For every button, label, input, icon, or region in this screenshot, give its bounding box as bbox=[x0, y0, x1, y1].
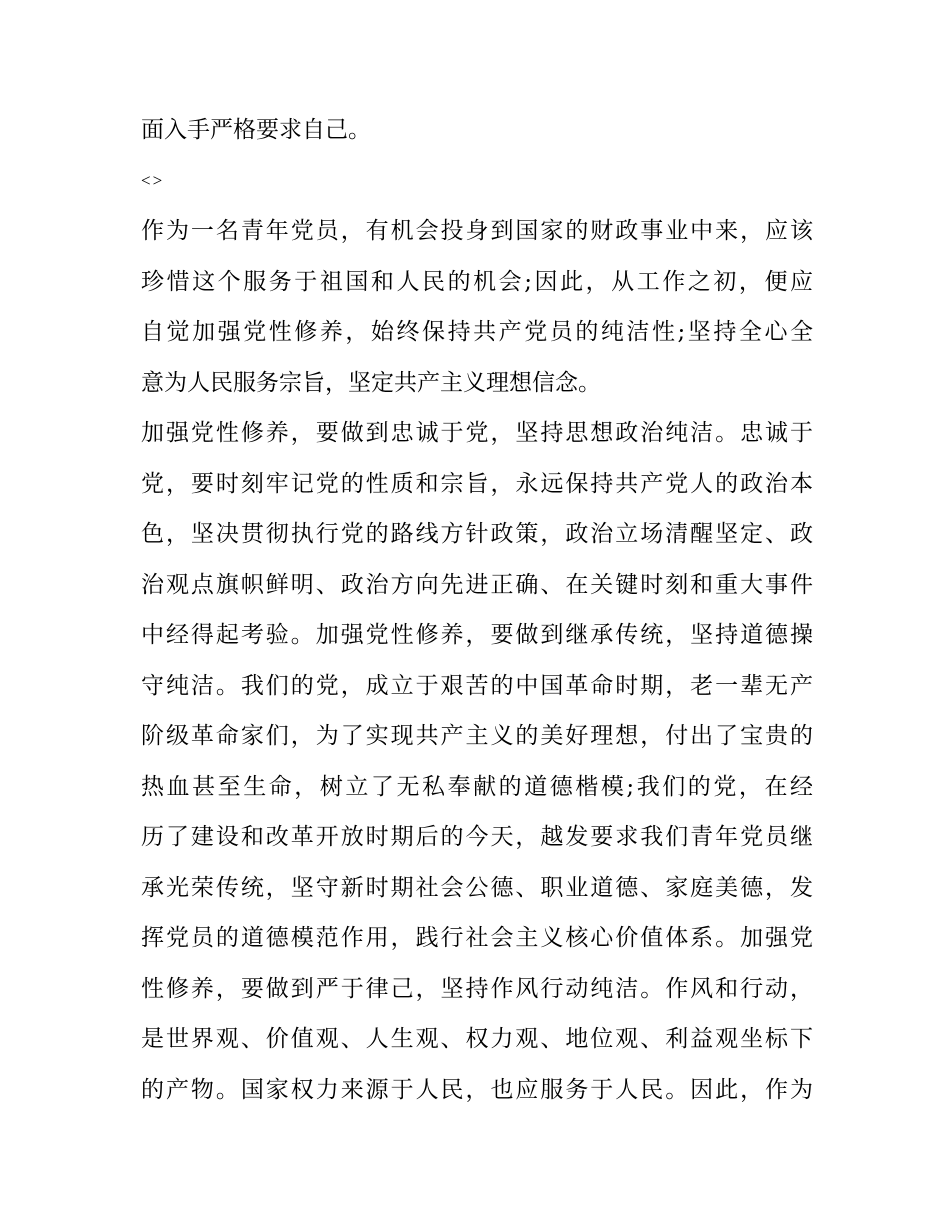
text-line: 自觉加强党性修养，始终保持共产党员的纯洁性;坚持全心全 bbox=[141, 319, 813, 345]
text-line: 承光荣传统，坚守新时期社会公德、职业道德、家庭美德，发 bbox=[141, 874, 813, 901]
text-line: <> bbox=[141, 170, 165, 190]
text-line: 的产物。国家权力来源于人民，也应服务于人民。因此，作为 bbox=[141, 1076, 813, 1103]
text-line: 意为人民服务宗旨，坚定共产主义理想信念。 bbox=[141, 369, 601, 396]
text-line: 是世界观、价值观、人生观、权力观、地位观、利益观坐标下 bbox=[141, 1026, 813, 1052]
text-line: 治观点旗帜鲜明、政治方向先进正确、在关键时刻和重大事件 bbox=[141, 571, 813, 598]
text-line: 中经得起考验。加强党性修养，要做到继承传统，坚持道德操 bbox=[141, 622, 813, 648]
text-line: 色，坚决贯彻执行党的路线方针政策，政治立场清醒坚定、政 bbox=[141, 521, 813, 547]
text-line: 性修养，要做到严于律己，坚持作风行动纯洁。作风和行动， bbox=[141, 975, 813, 1002]
text-line: 面入手严格要求自己。 bbox=[141, 117, 371, 143]
text-line: 挥党员的道德模范作用，践行社会主义核心价值体系。加强党 bbox=[141, 925, 813, 951]
document-body bbox=[141, 105, 813, 1115]
text-line: 守纯洁。我们的党，成立于艰苦的中国革命时期，老一辈无产 bbox=[141, 672, 813, 699]
text-line: 珍惜这个服务于祖国和人民的机会;因此，从工作之初，便应 bbox=[141, 268, 813, 295]
text-line: 阶级革命家们，为了实现共产主义的美好理想，付出了宝贵的 bbox=[141, 723, 813, 749]
text-line: 历了建设和改革开放时期后的今天，越发要求我们青年党员继 bbox=[141, 824, 813, 850]
text-line: 党，要时刻牢记党的性质和宗旨，永远保持共产党人的政治本 bbox=[141, 470, 813, 497]
text-line: 热血甚至生命，树立了无私奉献的道德楷模;我们的党，在经 bbox=[141, 773, 813, 800]
text-line: 加强党性修养，要做到忠诚于党，坚持思想政治纯洁。忠诚于 bbox=[141, 420, 813, 446]
text-line: 作为一名青年党员，有机会投身到国家的财政事业中来，应该 bbox=[141, 218, 813, 244]
